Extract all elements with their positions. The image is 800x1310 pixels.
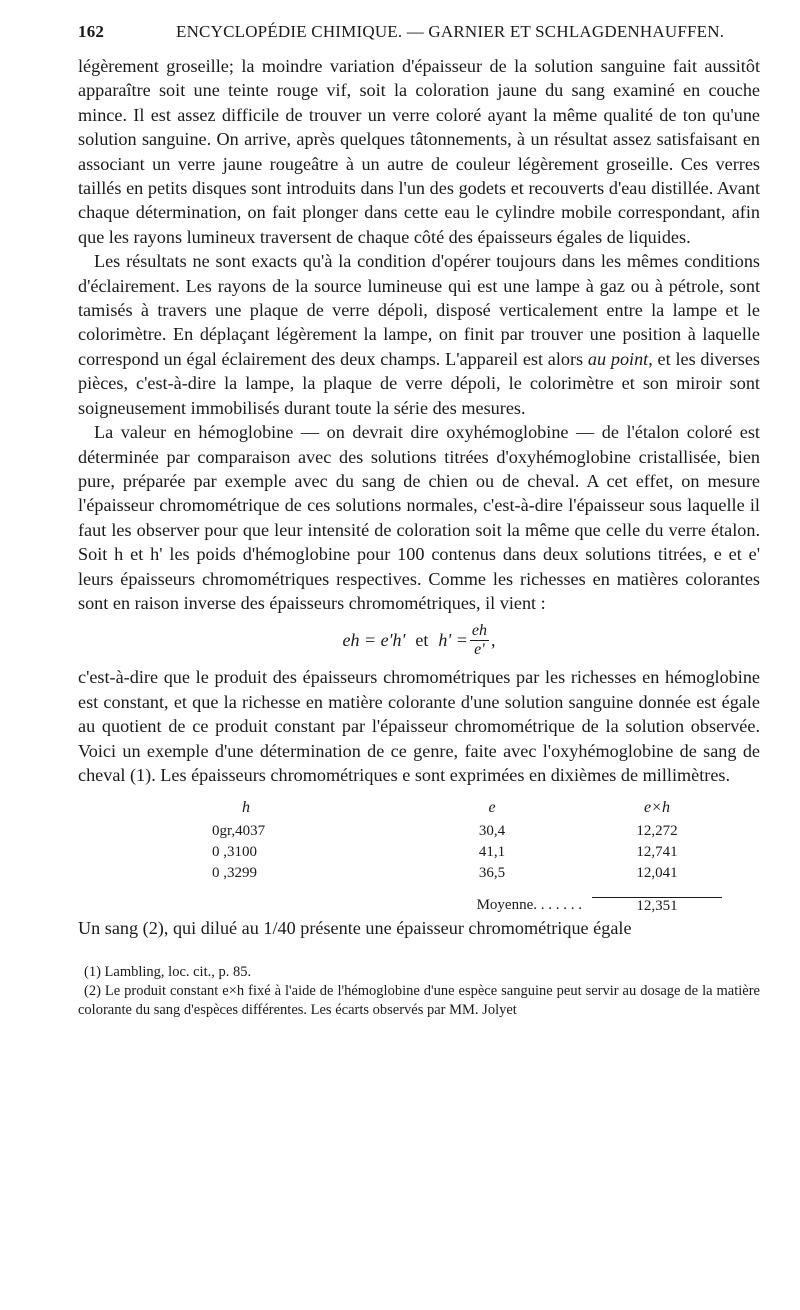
table-row [198, 863, 722, 884]
emphasis-au-point: au point [587, 348, 649, 369]
paragraph-3: La valeur en hémoglobine — on devrait dire oxyhémoglobine — de l'étalon coloré est déterminée par comparaison avec des solutions titrées d'oxyhémoglobine cristallisée, bien pure, préparée par exemple avec du sang de chien ou de cheval. A cet effet, on mesure l'épaisseur chromométrique de ces solutions normales, c'est-à-dire l'épaisseur sous laquelle il faut les observer pour que leur intensité de coloration soit la même que celle du verre étalon. Soit h et h' les poids d'hémoglobine pour 100 contenus dans deux solutions titrées, e et e' leurs épaisseurs chromométriques respectives. Comme les richesses en matières colorantes sont en raison inverse des épaisseurs chromométriques, il vient : [78, 422, 760, 613]
formula-left: eh = e'h' [342, 629, 406, 650]
formula-lhs: h' = [438, 629, 468, 650]
table-cell: 12,272 [636, 823, 678, 840]
table-header-e: e [488, 799, 496, 817]
data-table [198, 795, 722, 916]
table-header-h: h [242, 799, 250, 817]
table-cell: 0gr,4037 [212, 823, 266, 840]
table-cell: 30,4 [478, 823, 506, 840]
table-cell: 12,741 [636, 844, 678, 861]
table-cell: 0 ,3100 [212, 844, 257, 861]
running-title: ENCYCLOPÉDIE CHIMIQUE. — GARNIER ET SCHLAGDENHAUFFEN. [176, 22, 725, 41]
paragraph-2-part-1: Les résultats ne sont exacts qu'à la condition d'opérer toujours dans les mêmes conditions d'éclairement. Les rayons de la source lumineuse qui est une lampe à gaz ou à pétrole, sont tamisés à travers une plaque de verre dépoli, disposé verticalement entre la lampe et le colorimètre. En déplaçant légèrement la lampe, on finit par trouver une position à laquelle correspond un égal éclairement des deux champs. L'appareil est alors [78, 251, 760, 369]
table-cell: 41,1 [478, 844, 506, 861]
table-cell: 12,041 [636, 865, 678, 882]
paragraph-4: c'est-à-dire que le produit des épaisseurs chromométriques par les richesses en hémoglobine est constant, et que la richesse en matière colorante d'une solution sanguine donnée est égale au quotient de ce produit constant par l'épaisseur chromométrique de la solution observée. Voici un exemple d'une détermination de ce genre, faite avec l'oxyhémoglobine de sang de cheval (1). Les épaisseurs chromométriques e sont exprimées en dixièmes de millimètres. [78, 667, 760, 785]
table-cell: 36,5 [478, 865, 506, 882]
formula-numerator: eh [471, 621, 487, 639]
footnotes [78, 963, 760, 1020]
paragraph-1: légèrement groseille; la moindre variation d'épaisseur de la solution sanguine fait aussitôt apparaître soit une teinte rouge vif, soit la coloration jaune du sang examiné en couche mince. Il est assez difficile de trouver un verre coloré ayant la même qualité de ton qu'une solution sanguine. On arrive, après quelques tâtonnements, à un résultat assez satisfaisant en associant un verre jaune rougeâtre à un autre de couleur légèrement groseille. Ces verres taillés en petits disques sont introduits dans l'un des godets et recouverts d'eau distillée. Avant chaque détermination, on fait plonger dans cette eau le cylindre mobile correspondant, afin que les rayons lumineux traversent de chaque côté des épaisseurs égales de liquides. [78, 56, 760, 247]
footnote-2: (2) Le produit constant e×h fixé à l'aide de l'hémoglobine d'une espèce sanguine peut servir au dosage de la matière colorante du sang d'espèces différentes. Les écarts observés par MM. Jolyet [78, 982, 760, 1018]
formula-trail: , [490, 629, 496, 650]
table-average-row [198, 884, 722, 916]
formula-fraction [470, 622, 489, 659]
paragraph-2 [78, 249, 760, 420]
table-cell: 0 ,3299 [212, 865, 257, 882]
table-header-exh: e×h [644, 799, 670, 817]
page-number: 162 [78, 22, 105, 41]
paragraph-2-part-2: , et les diverses pièces, c'est-à-dire la lampe, la plaque de verre dépoli, le colorimètre et son miroir sont soigneusement immobilisés durant toute la série des mesures. [78, 348, 760, 418]
table-row [198, 821, 722, 842]
formula-denominator: e' [474, 640, 485, 658]
table-row [198, 842, 722, 863]
formula [78, 619, 760, 661]
average-label: Moyenne. . . . . . . [476, 897, 582, 914]
page-header [78, 22, 760, 54]
table-header-row [198, 795, 722, 821]
body-text [78, 54, 760, 941]
paragraph-5: Un sang (2), qui dilué au 1/40 présente une épaisseur chromométrique égale [78, 918, 632, 939]
footnote-1: (1) Lambling, loc. cit., p. 85. [84, 963, 252, 980]
formula-connector: et [415, 629, 429, 650]
average-value: 12,351 [592, 897, 722, 915]
